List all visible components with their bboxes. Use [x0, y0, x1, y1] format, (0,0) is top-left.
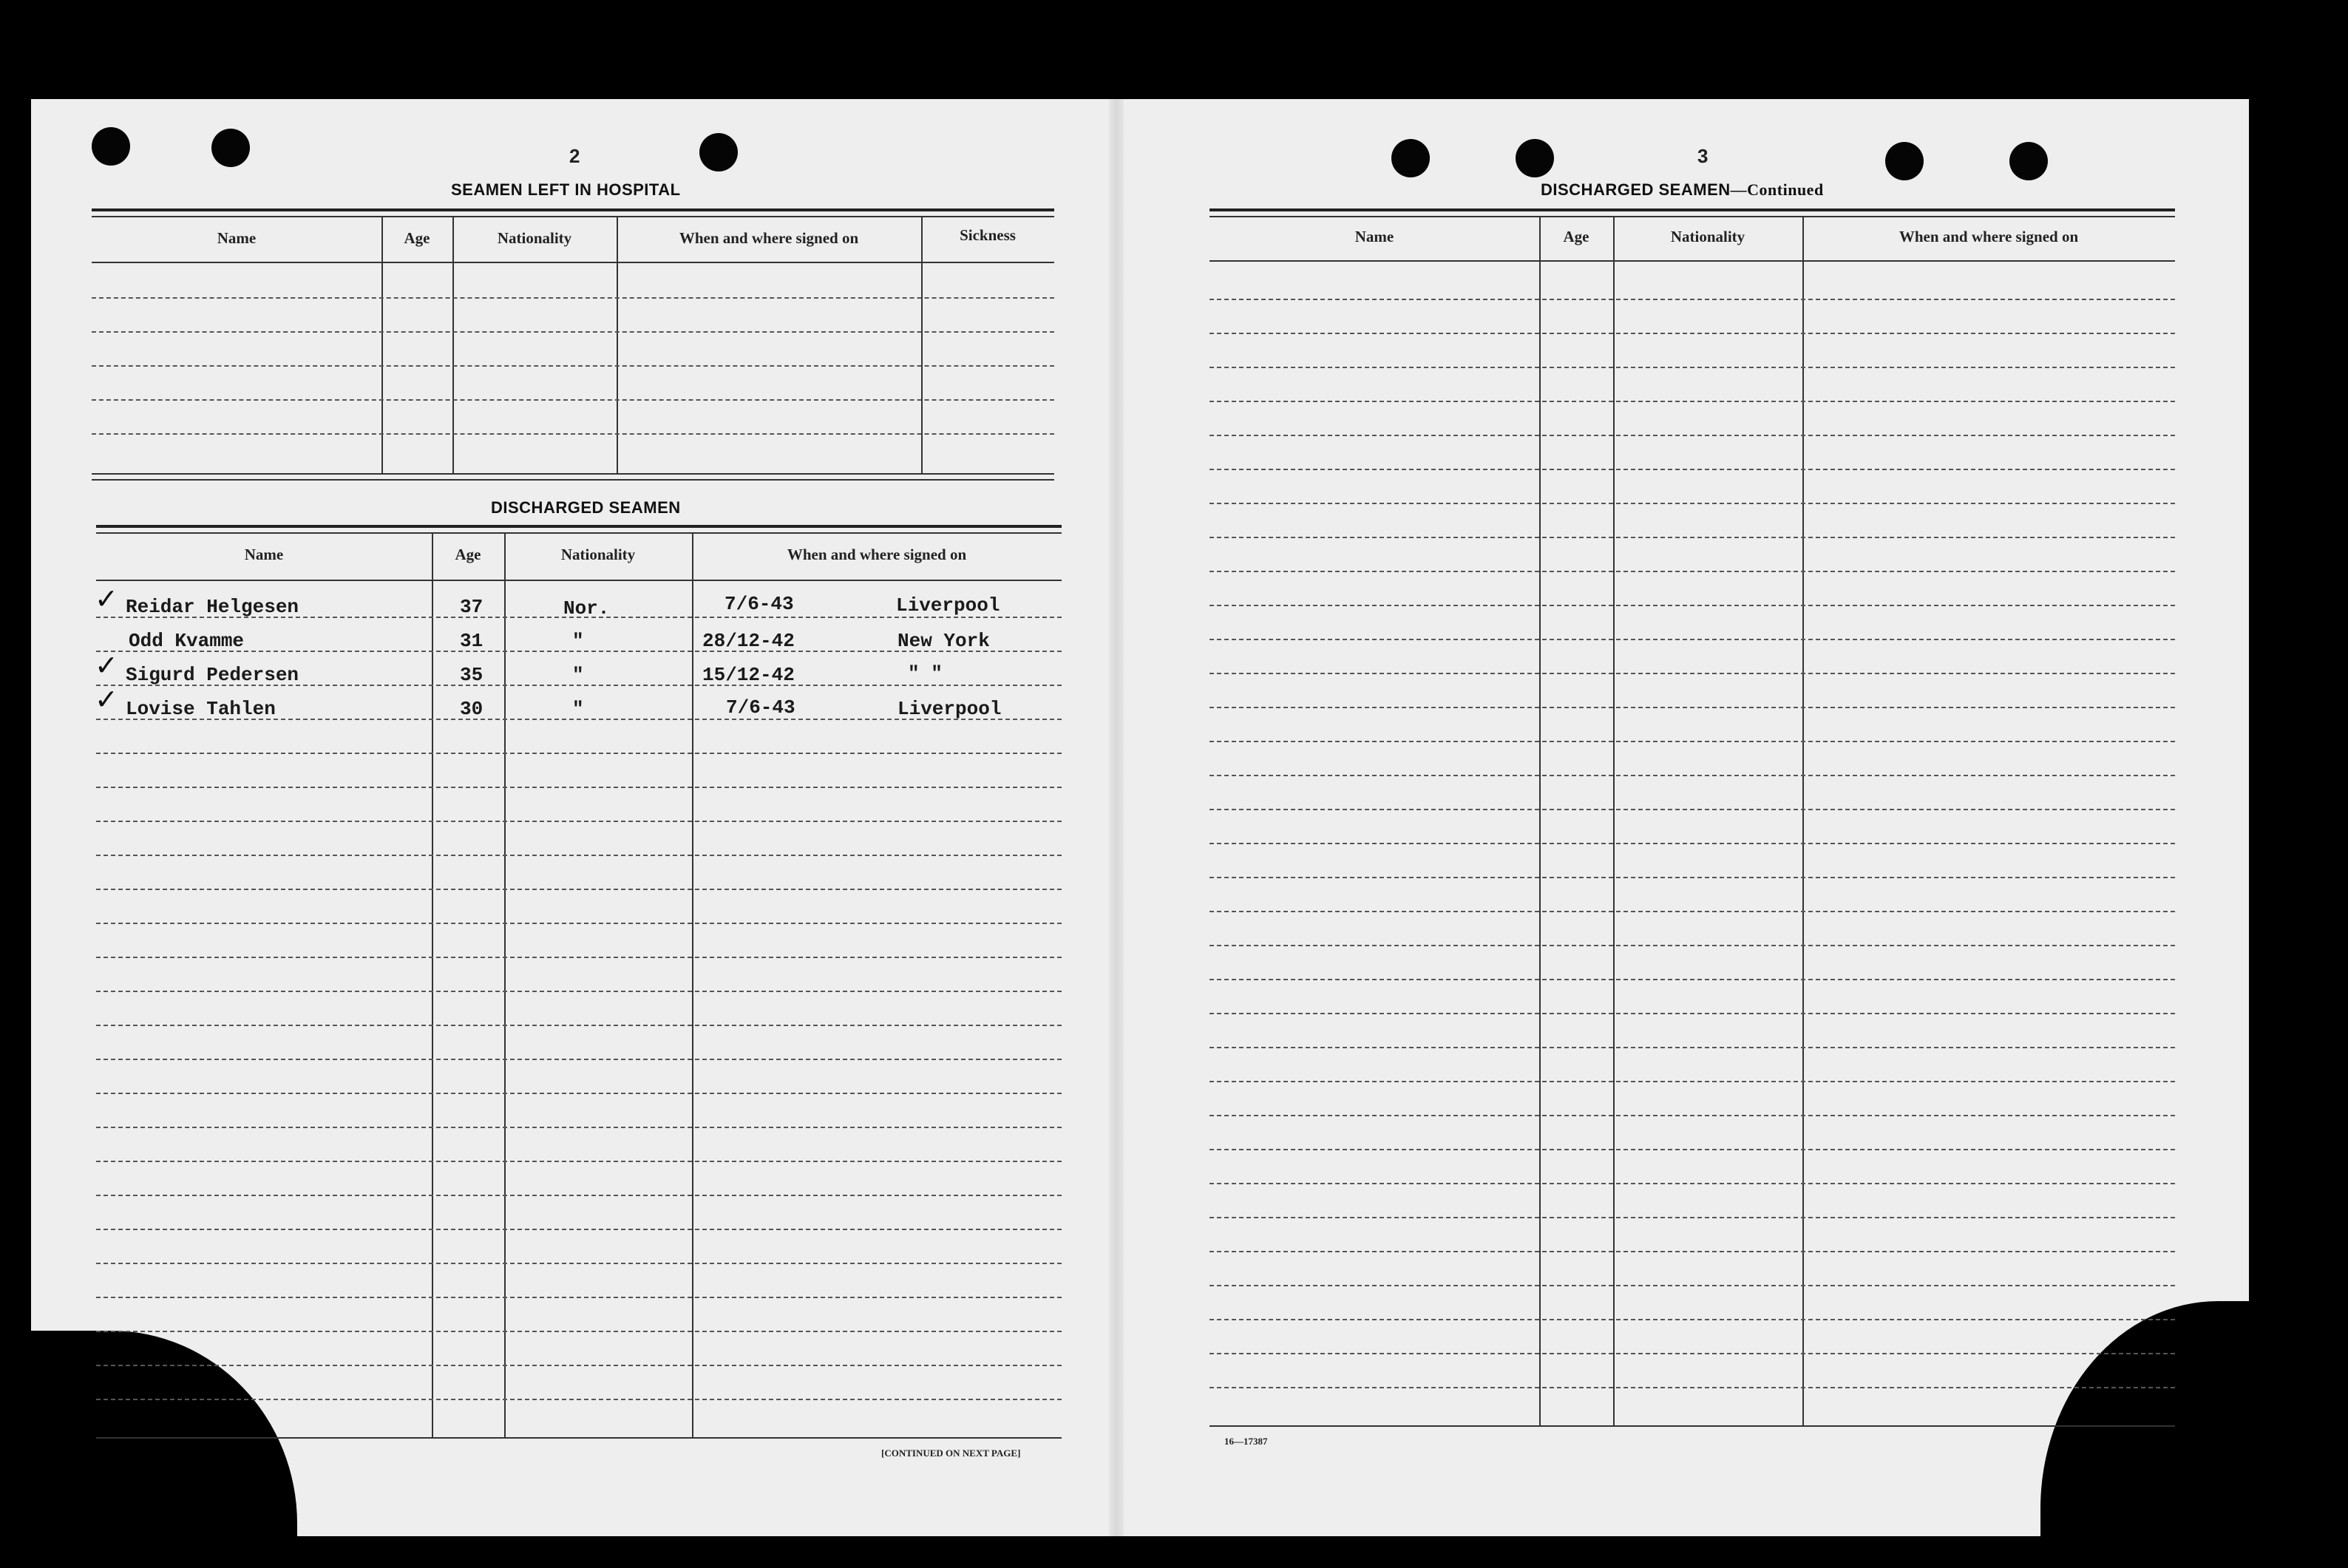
entry-place: Liverpool [898, 698, 1002, 720]
table-row-line [1209, 333, 2175, 334]
discharged-table-bottom-rule [96, 1437, 1062, 1439]
hospital-col-sickness: Sickness [960, 226, 1016, 244]
table-row-line [1209, 707, 2175, 708]
hospital-col-nationality: Nationality [497, 229, 572, 247]
table-row-line [96, 1025, 1062, 1026]
form-number: 16—17387 [1224, 1436, 1268, 1447]
table-row-line [1209, 1013, 2175, 1014]
hospital-table-top-rule [92, 208, 1054, 211]
table-row-line [1209, 809, 2175, 810]
punch-hole-icon [1516, 139, 1554, 177]
hospital-section-title: SEAMEN LEFT IN HOSPITAL [451, 180, 681, 199]
discharged-section-title: DISCHARGED SEAMEN [491, 498, 681, 517]
punch-hole-icon [1391, 139, 1430, 177]
entry-nationality: Nor. [563, 597, 610, 620]
entry-place: " " [908, 662, 943, 685]
hospital-col-signed-on: When and where signed on [679, 229, 859, 247]
table-row-line [96, 1195, 1062, 1196]
table-row-line [96, 1365, 1062, 1366]
table-row-line [1209, 469, 2175, 470]
table-row-line [1209, 1081, 2175, 1082]
hospital-row-line [92, 365, 1054, 367]
hospital-row-line [92, 399, 1054, 401]
punch-hole-icon [92, 127, 130, 166]
entry-nationality: " [572, 698, 584, 720]
entry-name: Lovise Tahlen [126, 698, 276, 720]
punch-hole-icon [1885, 142, 1924, 180]
right-section-title [1541, 180, 1824, 200]
entry-date: 15/12-42 [702, 664, 795, 686]
right-header-bottom-rule [1209, 260, 2175, 262]
table-row-line [1209, 1115, 2175, 1116]
hospital-header-bottom-rule [92, 262, 1054, 263]
table-row-line [1209, 299, 2175, 300]
entry-age: 37 [460, 596, 483, 618]
entry-age: 35 [460, 664, 483, 686]
table-row-line [96, 753, 1062, 754]
table-row-line [96, 1399, 1062, 1400]
table-row-line [1209, 741, 2175, 742]
checkmark-icon: ✓ [95, 649, 118, 682]
checkmark-icon: ✓ [95, 583, 118, 615]
hospital-row-line [92, 297, 1054, 299]
right-col-signed-on: When and where signed on [1899, 228, 2079, 245]
discharged-col-age: Age [455, 546, 481, 563]
right-col-nationality: Nationality [1670, 228, 1745, 245]
table-row-line [1209, 571, 2175, 572]
table-row-line [1209, 1319, 2175, 1320]
table-row-line [96, 1229, 1062, 1230]
page-number-left: 2 [569, 145, 580, 167]
table-row-line [1209, 945, 2175, 946]
entry-age: 31 [460, 630, 483, 652]
table-row-line [1209, 401, 2175, 402]
entry-name: Odd Kvamme [129, 630, 245, 652]
discharged-header-bottom-rule [96, 580, 1062, 581]
table-row-line [1209, 775, 2175, 776]
table-row-line [1209, 911, 2175, 912]
table-row-line [96, 821, 1062, 822]
table-row-line [1209, 367, 2175, 368]
hospital-row-line [92, 331, 1054, 333]
right-table-bottom-rule [1209, 1425, 2175, 1427]
page-gutter [1109, 99, 1124, 1536]
table-row-line [1209, 979, 2175, 980]
continued-note: [CONTINUED ON NEXT PAGE] [881, 1447, 1021, 1459]
table-row-line [1209, 1217, 2175, 1218]
table-row-line [96, 889, 1062, 890]
checkmark-icon: ✓ [95, 683, 118, 716]
table-row-line [1209, 1183, 2175, 1184]
entry-date: 28/12-42 [702, 630, 795, 652]
hospital-col-name: Name [217, 229, 257, 247]
table-row-line [1209, 673, 2175, 674]
document-sheet [31, 99, 2249, 1536]
table-row-line [96, 991, 1062, 992]
right-col-name: Name [1354, 228, 1394, 245]
table-row-line [1209, 605, 2175, 606]
entry-date: 7/6-43 [725, 593, 794, 615]
right-title-main: DISCHARGED SEAMEN [1541, 180, 1731, 199]
entry-name: Reidar Helgesen [126, 596, 299, 618]
hospital-row-line [92, 433, 1054, 435]
punch-hole-icon [2009, 142, 2048, 180]
table-row-line [96, 923, 1062, 924]
table-row-line [96, 1331, 1062, 1332]
right-table-top-rule [1209, 208, 2175, 211]
table-row-line [96, 1297, 1062, 1298]
entry-age: 30 [460, 698, 483, 720]
table-row-line [96, 1059, 1062, 1060]
punch-hole-icon [699, 133, 738, 172]
table-row-line [1209, 1047, 2175, 1048]
table-row-line [1209, 537, 2175, 538]
hospital-table-bottom-rule [92, 473, 1054, 475]
table-row-line [1209, 877, 2175, 878]
table-row-line [1209, 1387, 2175, 1388]
table-row-line [1209, 1353, 2175, 1354]
entry-nationality: " [572, 664, 584, 686]
page-number-right: 3 [1697, 145, 1709, 167]
table-row-line [1209, 1251, 2175, 1252]
table-row-line [96, 1093, 1062, 1094]
table-row-line [96, 957, 1062, 958]
table-row-line [96, 787, 1062, 788]
table-row-line [96, 1263, 1062, 1264]
entry-place: Liverpool [896, 594, 1000, 617]
table-row-line [1209, 843, 2175, 844]
discharged-table-top-rule [96, 525, 1062, 528]
right-title-continued: —Continued [1730, 180, 1824, 199]
table-row-line [96, 1127, 1062, 1128]
discharged-col-name: Name [244, 546, 284, 563]
table-row-line [1209, 435, 2175, 436]
table-row-line [96, 1161, 1062, 1162]
discharged-col-signed-on: When and where signed on [787, 546, 967, 563]
discharged-col-nationality: Nationality [560, 546, 636, 563]
hospital-col-age: Age [404, 229, 430, 247]
right-col-age: Age [1563, 228, 1589, 245]
table-row-line [1209, 1285, 2175, 1286]
entry-name: Sigurd Pedersen [126, 664, 299, 686]
entry-date: 7/6-43 [726, 696, 795, 719]
table-row-line [1209, 503, 2175, 504]
table-row-line [1209, 1149, 2175, 1150]
table-row-line [96, 855, 1062, 856]
entry-place: New York [898, 630, 990, 652]
punch-hole-icon [211, 129, 250, 167]
entry-nationality: " [572, 630, 584, 652]
table-row-line [1209, 639, 2175, 640]
